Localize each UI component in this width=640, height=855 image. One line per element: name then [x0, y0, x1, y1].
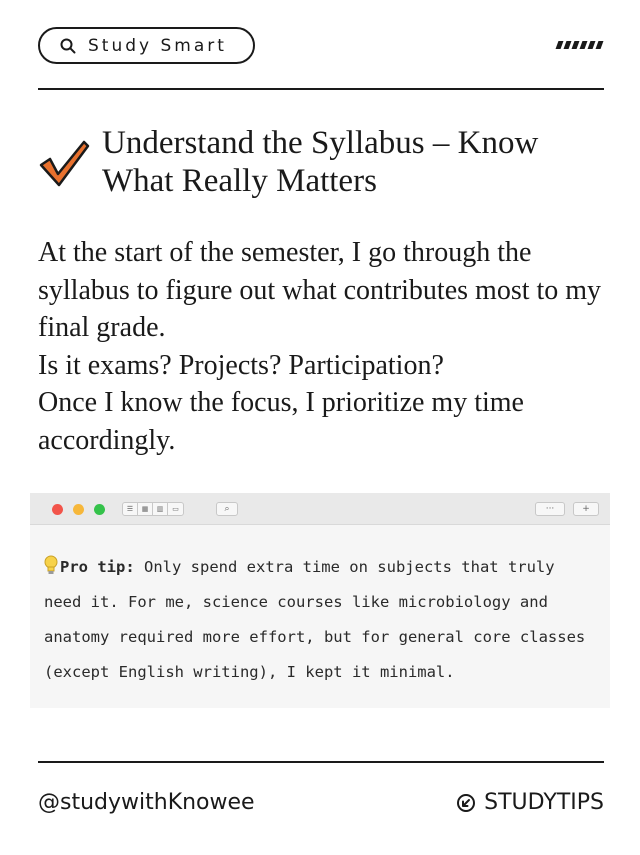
- tip-label: Pro tip:: [60, 558, 135, 576]
- add-button[interactable]: +: [573, 502, 599, 516]
- bottom-divider: [38, 761, 604, 763]
- dots-icon[interactable]: [557, 41, 602, 49]
- more-button[interactable]: ···: [535, 502, 565, 516]
- search-label: Study Smart: [88, 35, 227, 56]
- search-pill[interactable]: [38, 27, 255, 64]
- search-icon[interactable]: ⌕: [216, 502, 238, 516]
- minimize-window-button[interactable]: [73, 504, 84, 515]
- checkmark-icon: [38, 138, 90, 188]
- grid-view-icon[interactable]: ▦: [138, 503, 153, 515]
- window-icon[interactable]: ▭: [172, 505, 179, 513]
- top-divider: [38, 88, 604, 90]
- section-heading: Understand the Syllabus – Know What Really Matters: [102, 125, 539, 199]
- search-icon: [60, 38, 76, 54]
- lightbulb-icon: [44, 555, 58, 575]
- paragraph-line: At the start of the semester, I go through the syllabus to figure out what contributes most to my final grade.: [38, 237, 602, 343]
- list-view-icon[interactable]: ☰: [123, 503, 138, 515]
- tip-window: [30, 493, 610, 708]
- paragraph-line: Is it exams? Projects? Participation?: [38, 349, 444, 381]
- map-view-icon[interactable]: ▥: [153, 503, 168, 515]
- tip-body: Only spend extra time on subjects that truly need it. For me, science courses like microbiology and anatomy required more effort, but for general core classes (except English writing), I kept it minimal.: [44, 558, 586, 681]
- tip-text: [44, 550, 600, 690]
- window-titlebar: [30, 493, 610, 525]
- close-window-button[interactable]: [52, 504, 63, 515]
- top-bar: [38, 27, 604, 64]
- paragraph-line: Once I know the focus, I prioritize my time accordingly.: [38, 387, 524, 456]
- footer-tag-label: STUDYTIPS: [484, 790, 604, 815]
- intro-paragraph: [38, 234, 608, 459]
- view-toggle-group: [122, 502, 184, 516]
- footer-tag[interactable]: [456, 790, 604, 815]
- author-handle[interactable]: @studywithKnowee: [38, 790, 255, 815]
- arrow-circle-icon: [456, 793, 476, 813]
- zoom-window-button[interactable]: [94, 504, 105, 515]
